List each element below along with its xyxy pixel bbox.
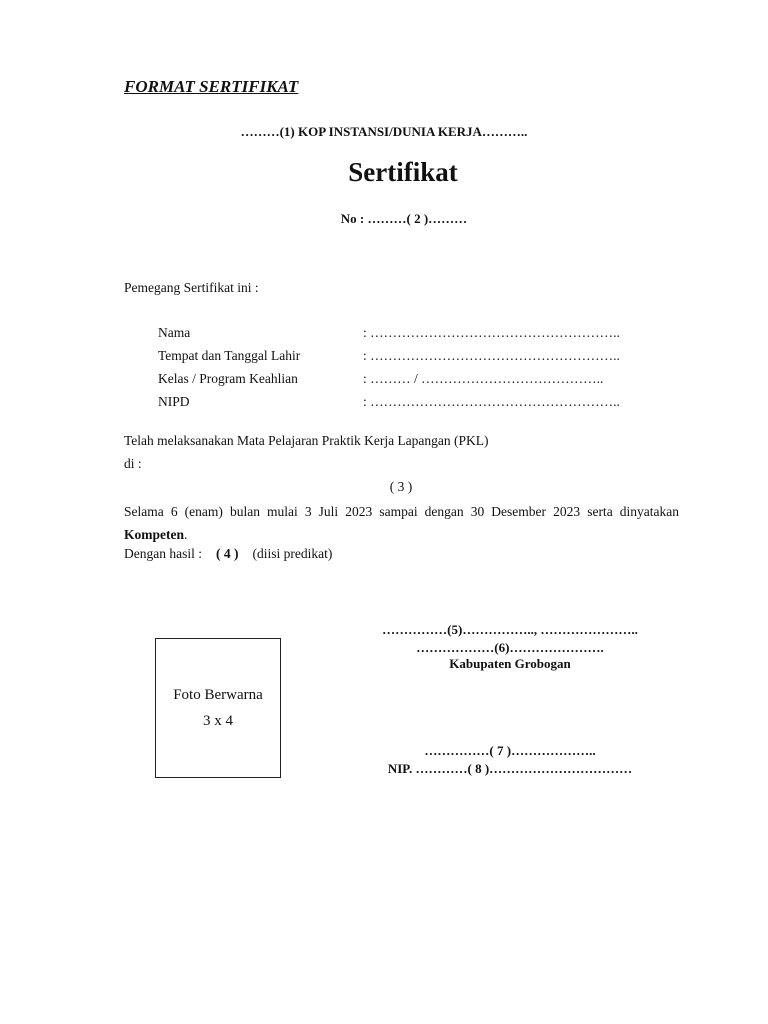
signer-nip: NIP. …………( 8 )……………………………	[387, 761, 633, 776]
result-placeholder: ( 4 )	[215, 546, 239, 561]
signature-region: Kabupaten Grobogan	[449, 656, 571, 671]
field-value-nama: : ………………………………………………..	[363, 325, 620, 340]
result-note: (diisi predikat)	[252, 546, 333, 561]
duration-end: .	[184, 527, 188, 542]
photo-size: 3 x 4	[203, 713, 233, 729]
field-value-kelas: : ……… / …………………………………..	[363, 371, 604, 386]
field-label-ttl: Tempat dan Tanggal Lahir	[158, 348, 301, 363]
photo-box	[155, 638, 281, 778]
field-value-nipd: : ………………………………………………..	[363, 394, 620, 409]
field-label-nipd: NIPD	[158, 394, 190, 409]
certificate-title: Sertifikat	[348, 157, 458, 187]
signature-place-date: ……………(5)…………….., …………………..	[382, 622, 638, 637]
duration-text: Selama 6 (enam) bulan mulai 3 Juli 2023 sampai dengan 30 Desember 2023 serta dinyatakan	[124, 504, 679, 519]
photo-label: Foto Berwarna	[173, 687, 263, 703]
location-label: di :	[124, 456, 142, 471]
signer-name: ……………( 7 )………………..	[424, 743, 596, 758]
competency-status: Kompeten	[124, 527, 184, 542]
field-value-ttl: : ………………………………………………..	[363, 348, 620, 363]
place-placeholder: ( 3 )	[389, 479, 413, 494]
field-label-kelas: Kelas / Program Keahlian	[158, 371, 298, 386]
field-label-nama: Nama	[158, 325, 191, 340]
pkl-statement: Telah melaksanakan Mata Pelajaran Praktik Kerja Lapangan (PKL)	[124, 433, 489, 448]
signature-position: ………………(6)………………….	[416, 640, 604, 655]
duration-paragraph	[124, 500, 679, 546]
result-line	[124, 546, 332, 562]
result-label: Dengan hasil :	[124, 546, 202, 561]
format-heading: FORMAT SERTIFIKAT	[124, 77, 299, 96]
certificate-number: No : ………( 2 )………	[340, 211, 468, 226]
holder-intro: Pemegang Sertifikat ini :	[124, 280, 259, 295]
kop-placeholder: ………(1) KOP INSTANSI/DUNIA KERJA………..	[240, 124, 528, 139]
